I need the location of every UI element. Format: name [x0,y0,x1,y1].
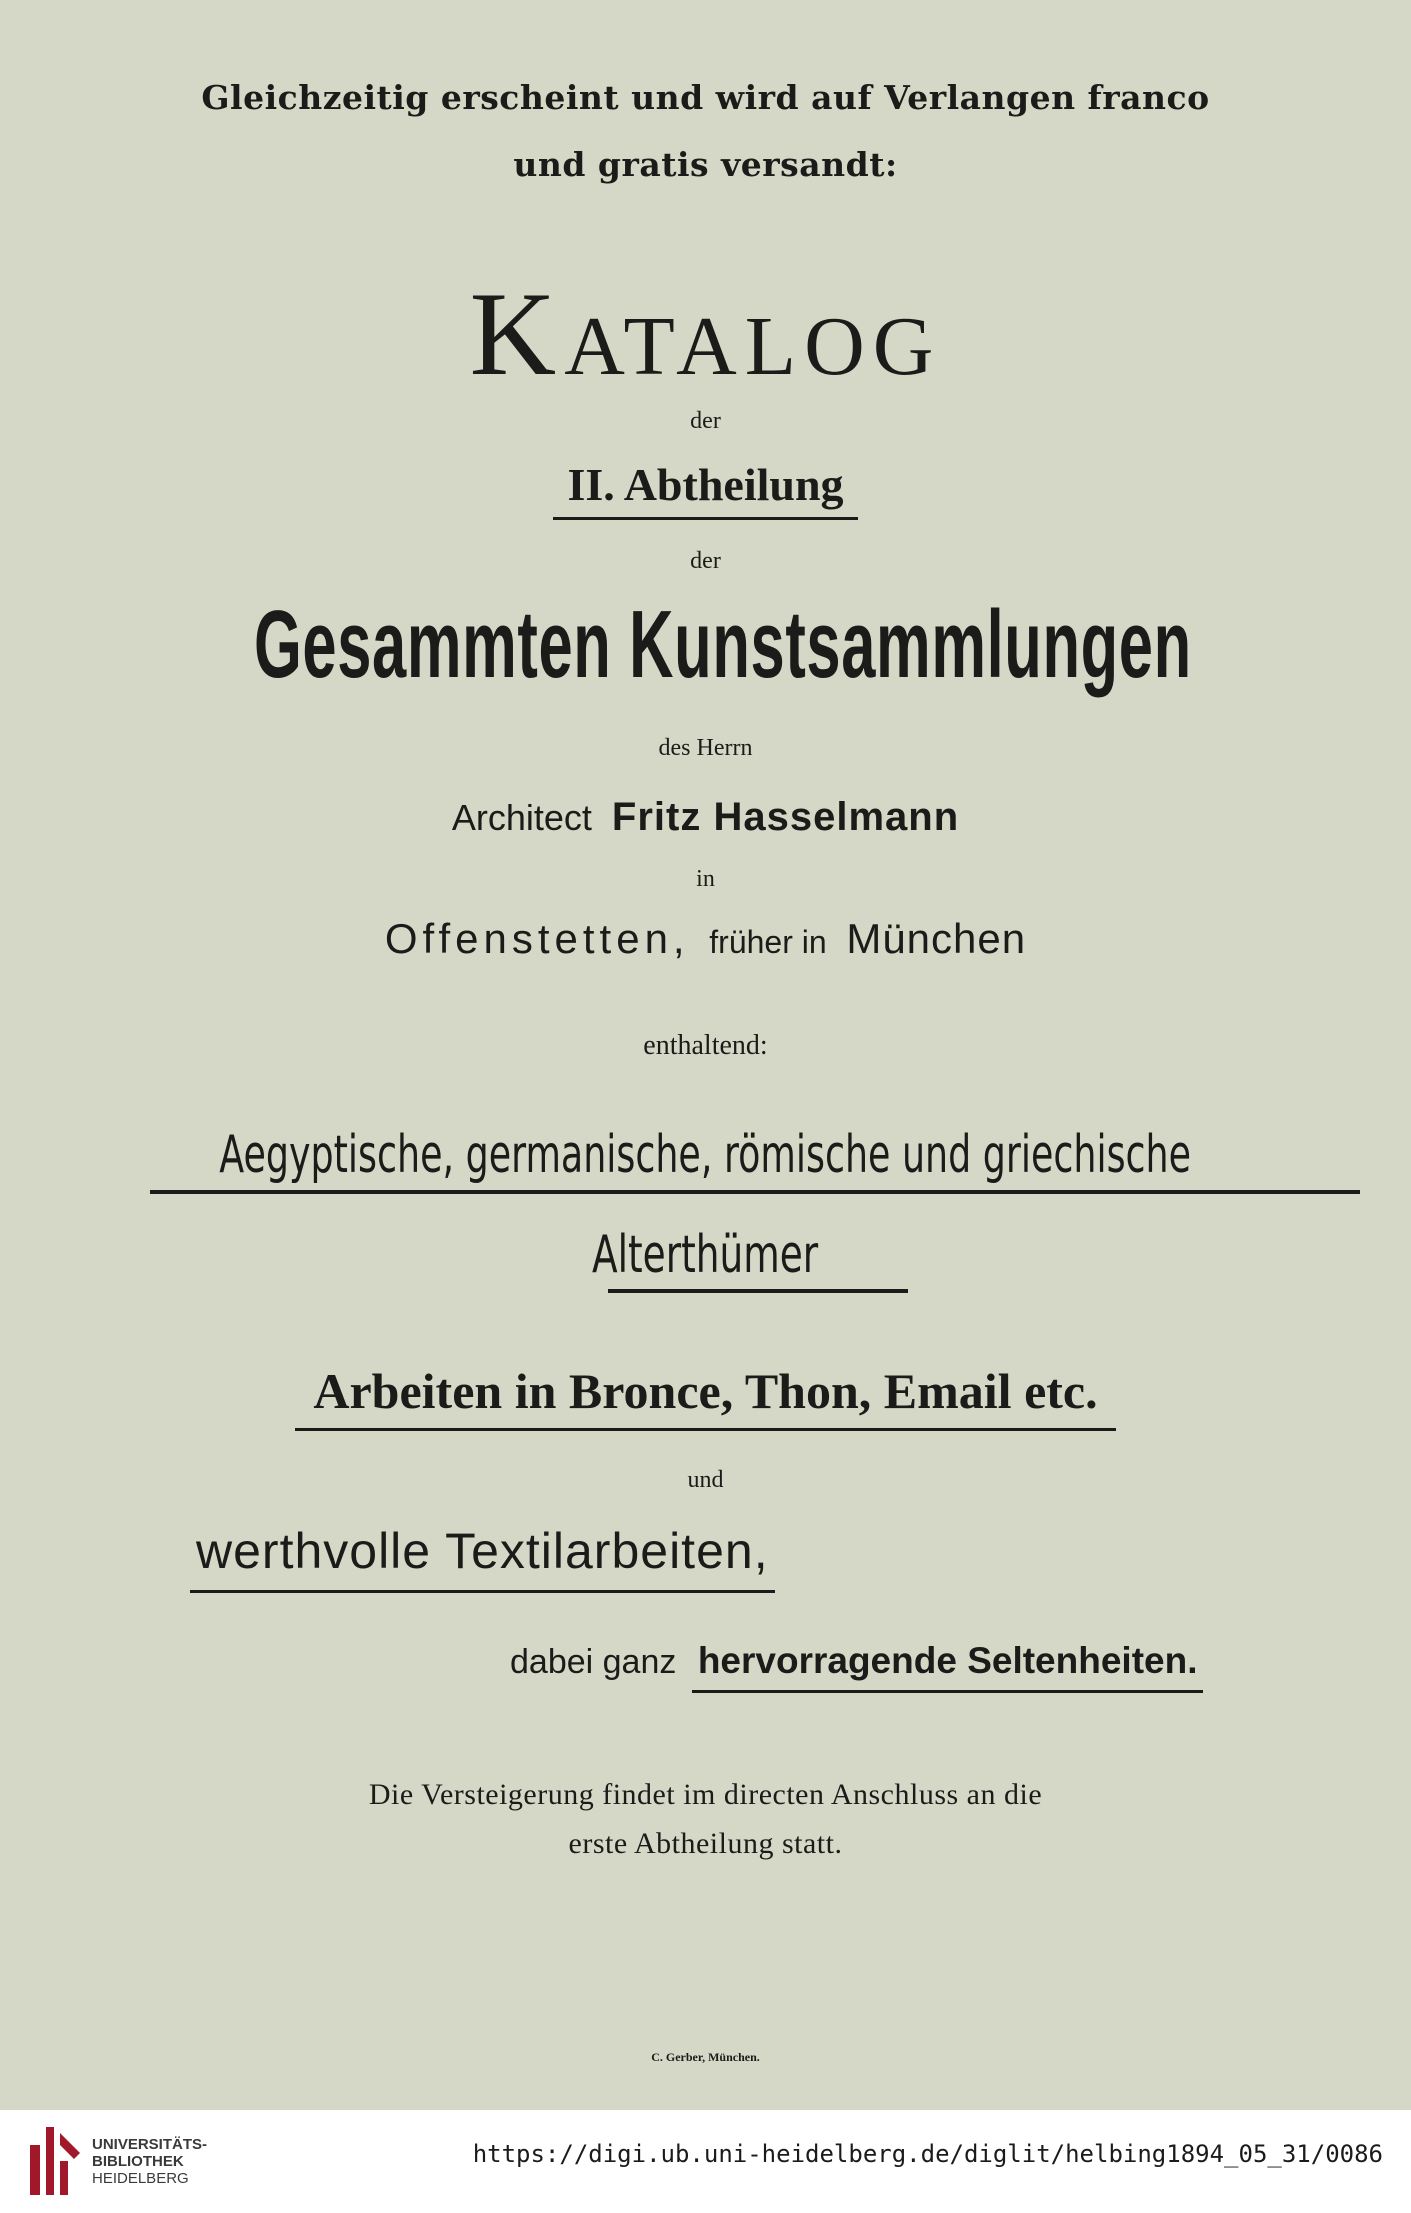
place-town: Offenstetten, [384,915,690,962]
dabei-line [510,1640,1203,1693]
enthaltend-label: enthaltend: [643,1030,768,1061]
arbeiten-line [0,1362,1411,1431]
library-name [92,2136,207,2187]
library-name-line-2: BIBLIOTHEK [92,2153,184,2170]
aegypt-text: Aegyptische, germanische, römische und griechische [219,1125,1192,1185]
printer-imprint: C. Gerber, München. [651,2050,760,2064]
place-line [0,915,1411,963]
der-label-1: der [690,408,721,434]
in-label: in [696,866,715,892]
der-label-2: der [690,548,721,574]
note-line-2: erste Abtheilung statt. [568,1827,843,1860]
architect-name: Fritz Hasselmann [611,795,960,839]
dabei-prefix: dabei ganz [510,1643,677,1681]
source-url-link[interactable]: https://digi.ub.uni-heidelberg.de/diglit/helbing1894_05_31/0086 [472,2140,1383,2168]
library-name-line-1: UNIVERSITÄTS- [92,2136,208,2153]
und-label: und [687,1467,724,1493]
abtheilung-text: II. Abtheilung [553,458,857,520]
alterthuemer-text: Alterthümer [592,1225,819,1285]
abtheilung-heading [0,458,1411,520]
architect-line [0,795,1411,840]
collection-heading: Gesammten Kunstsammlungen [253,591,1192,698]
dabei-highlight: hervorragende Seltenheiten. [692,1640,1204,1693]
alterthuemer-underline [608,1289,908,1293]
architect-prefix: Architect [451,797,592,838]
intro-line-2: und gratis versandt: [513,145,898,184]
intro-line-1: Gleichzeitig erscheint und wird auf Verlangen franco [201,78,1210,117]
place-city: München [846,915,1027,962]
textil-text: werthvolle Textilarbeiten, [190,1522,775,1593]
note-line-1: Die Versteigerung findet im directen Anschluss an die [368,1778,1043,1811]
catalog-title: Katalog [469,267,942,400]
alterthuemer-line [0,1225,1411,1285]
textil-line [190,1522,775,1593]
aegypt-underline [150,1190,1360,1194]
university-library-logo-icon [28,2125,82,2197]
place-frueher: früher in [709,924,827,960]
aegypt-line [0,1125,1411,1185]
arbeiten-text: Arbeiten in Bronce, Thon, Email etc. [295,1362,1115,1431]
des-herrn-label: des Herrn [658,735,753,761]
library-name-line-3: HEIDELBERG [92,2170,189,2187]
